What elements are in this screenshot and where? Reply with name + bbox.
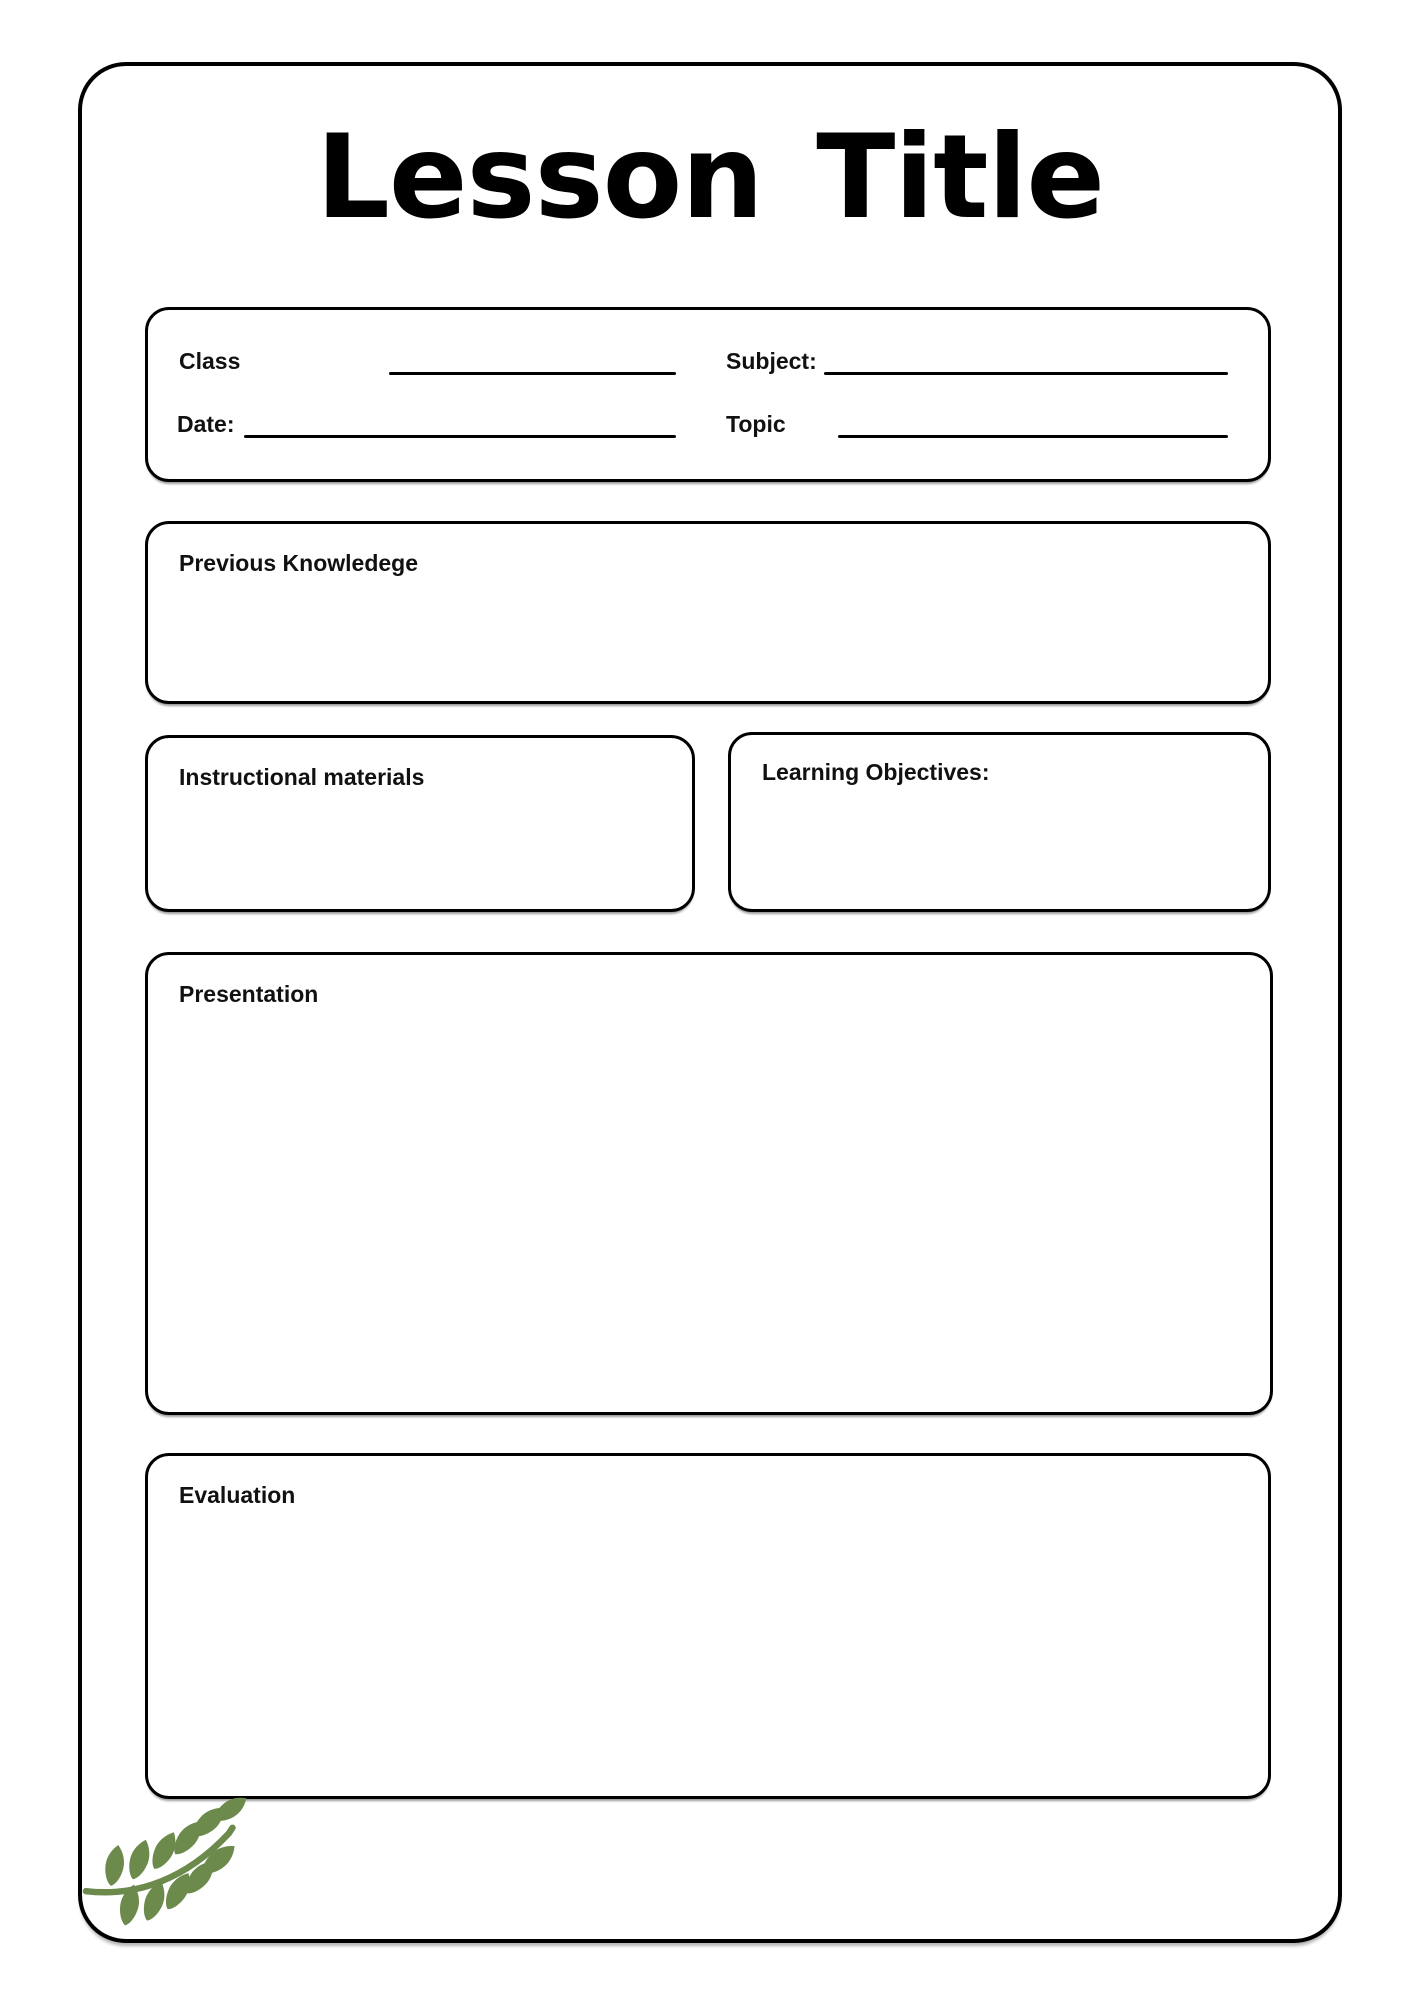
date-input-line [244, 435, 676, 438]
instructional-materials-label: Instructional materials [179, 764, 425, 790]
subject-label: Subject: [726, 348, 817, 374]
presentation-box [145, 952, 1273, 1415]
learning-objectives-box [728, 732, 1271, 912]
subject-input-line [824, 372, 1228, 375]
evaluation-box [145, 1453, 1271, 1799]
previous-knowledge-box [145, 521, 1271, 704]
topic-label: Topic [726, 411, 786, 437]
evaluation-label: Evaluation [179, 1482, 296, 1508]
topic-input-line [838, 435, 1228, 438]
learning-objectives-label: Learning Objectives: [762, 759, 990, 785]
instructional-materials-box [145, 735, 695, 912]
class-label: Class [179, 348, 241, 374]
leaf-branch-icon [82, 1788, 280, 1927]
page-title: Lesson Title [315, 110, 1105, 245]
class-input-line [389, 372, 676, 375]
previous-knowledge-label: Previous Knowledege [179, 550, 419, 576]
date-label: Date: [177, 411, 235, 437]
class-info-box [145, 307, 1271, 482]
presentation-label: Presentation [179, 981, 319, 1007]
